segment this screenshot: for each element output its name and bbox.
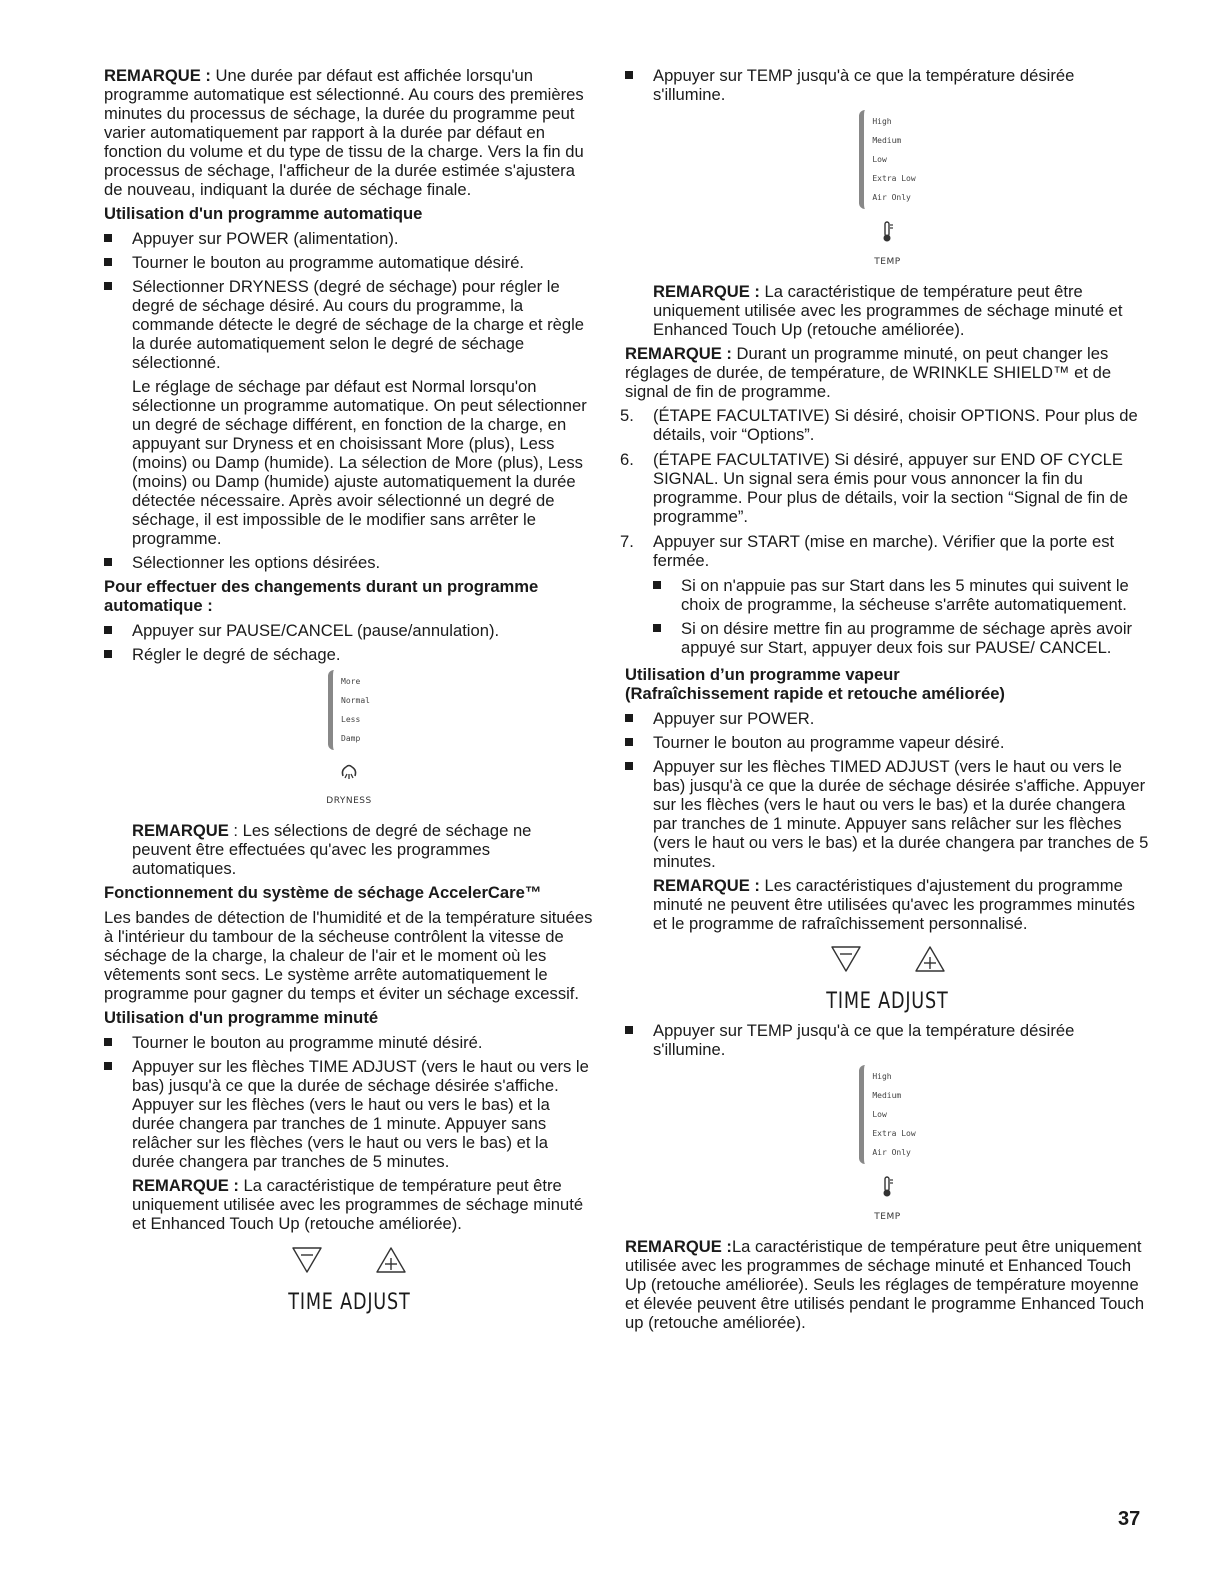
temp-option: Air Only [872,193,911,202]
temp-option: Low [872,1110,887,1119]
auto-cycle-list [104,229,594,572]
temp-options [859,110,915,209]
time-adjust-figure [104,1239,594,1315]
step-item: 7. Appuyer sur START (mise en marche). Vérifier que la porte est fermée. Si on n'appuie pas sur Start dans les 5 minutes qui suivent le choix de programme, la sécheuse s'arrête automatiquement. Si on désire mettre fin au programme de séchage après avoir appuyé sur Start, appuyer deux fois sur PAUSE/ CANCEL. [625,532,1150,657]
temp-option: Extra Low [872,1129,916,1138]
temp-options [859,1065,915,1164]
list-item: Tourner le bouton au programme vapeur désiré. [625,733,1150,752]
timed-adjust-note: REMARQUE : Les caractéristiques d'ajustement du programme minuté ne peuvent être utilisées qu'avec les programmes minutés et le programme de rafraîchissement personnalisé. [653,876,1135,933]
time-adjust-caption: TIME ADJUST [287,1290,411,1315]
step-item: 5. (ÉTAPE FACULTATIVE) Si désiré, choisir OPTIONS. Pour plus de détails, voir “Options”. [620,406,1138,444]
list-item: Sélectionner les options désirées. [104,553,594,572]
list-item: Appuyer sur POWER (alimentation). [104,229,594,248]
temp-figure-2 [625,1065,1150,1227]
page-number: 37 [1118,1508,1141,1530]
dryness-options [328,670,370,750]
dryness-caption: DRYNESS [326,796,372,806]
steam-list [625,709,1150,933]
temp-option: Medium [872,136,902,145]
list-item: Tourner le bouton au programme automatique désiré. [104,253,594,272]
dryness-note: REMARQUE : Les sélections de degré de séchage ne peuvent être effectuées qu'avec les programmes automatiques. [132,821,532,878]
left-column [104,66,594,1322]
temp-note: REMARQUE : La caractéristique de température peut être uniquement utilisée avec les programmes de séchage minuté et Enhanced Touch Up (retouche améliorée). [132,1176,584,1233]
temp-option: Low [872,155,887,164]
temp-caption: TEMP [874,1212,901,1222]
timed-cycle-list [104,1033,594,1233]
temp-list [625,66,1150,104]
dryness-icon [339,762,359,782]
temp-usage-note: REMARQUE : La caractéristique de température peut être uniquement utilisée avec les programmes de séchage minuté et Enhanced Touch Up (retouche améliorée). [653,282,1123,339]
heading-auto-cycle: Utilisation d'un programme automatique [104,204,423,223]
temp-caption: TEMP [874,257,901,267]
arrow-up-icon [374,1245,408,1275]
heading-accelercare: Fonctionnement du système de séchage AccelerCare™ [104,883,542,902]
time-adjust-caption: TIME ADJUST [826,989,949,1014]
dryness-default-note: Le réglage de séchage par défaut est Normal lorsqu'on sélectionne un programme automatique. On peut sélectionner un degré de séchage différent, en fonction de la charge, en appuyant sur Dryness et en choisissant More (plus), Less (moins) ou Damp (humide). La sélection de More (plus), Less (moins) ou Damp (humide) ajuste automatiquement la durée détectée nécessaire. Après avoir sélectionné un degré de séchage, il est impossible de le modifier sans arrêter le programme. [132,377,587,548]
temp-option: Extra Low [872,174,916,183]
list-item: Tourner le bouton au programme minuté désiré. [104,1033,594,1052]
list-item: Régler le degré de séchage. [104,645,594,664]
dryness-option: Less [341,715,361,724]
arrow-down-icon [829,944,863,974]
timed-change-note: REMARQUE : Durant un programme minuté, on peut changer les réglages de durée, de température, de WRINKLE SHIELD™ et de signal de fin de programme. [625,344,1112,401]
temp-final-note: REMARQUE :La caractéristique de température peut être uniquement utilisée avec les programmes de séchage minuté et Enhanced Touch Up (retouche améliorée). Seuls les réglages de température moyenne et élevée peuvent être utilisés pendant le programme Enhanced Touch up (retouche améliorée). [625,1237,1145,1332]
dryness-option: Normal [341,696,370,705]
intro-note: REMARQUE : Une durée par défaut est affichée lorsqu'un programme automatique est sélectionné. Au cours des premières minutes du processus de séchage, la durée du programme peut varier automatiquement par rapport à la durée par défaut en fonction du volume et du type de tissu de la charge. Vers la fin du processus de séchage, l'afficheur de la durée estimée s'ajustera de nouveau, indiquant la durée de séchage finale. [104,66,584,199]
temp-list-2 [625,1021,1150,1059]
step7-list [653,576,1150,657]
list-item: Appuyer sur POWER. [625,709,1150,728]
heading-change-auto: Pour effectuer des changements durant un programme automatique : [104,577,539,615]
list-item: Appuyer sur TEMP jusqu'à ce que la température désirée s'illumine. [625,1021,1150,1059]
heading-steam-cycle: Utilisation d’un programme vapeur (Rafraîchissement rapide et retouche améliorée) [625,665,1005,703]
change-list [104,621,594,664]
list-item: Appuyer sur TEMP jusqu'à ce que la température désirée s'illumine. [625,66,1150,104]
dryness-figure [104,670,594,811]
dryness-option: More [341,677,361,686]
heading-timed-cycle: Utilisation d'un programme minuté [104,1008,379,1027]
list-item: Appuyer sur les flèches TIME ADJUST (vers le haut ou vers le bas) jusqu'à ce que la durée de séchage désirée s'affiche. Appuyer sur les flèches (vers le haut ou vers le bas) et la durée changera par tranches de 1 minute. Appuyer sans relâcher sur les flèches (vers le haut ou vers le bas) et la durée changera par tranches de 5 minutes. REMARQUE : La caractéristique de température peut être uniquement utilisée avec les programmes de séchage minuté et Enhanced Touch Up (retouche améliorée). [104,1057,594,1233]
right-column [620,66,1150,1337]
accelercare-text: Les bandes de détection de l'humidité et de la température situées à l'intérieur du tambour de la sécheuse contrôlent la vitesse de séchage de la charge, la chaleur de l'air et le moment où les vêtements sont secs. Le système arrête automatiquement le programme pour gagner du temps et éviter un séchage excessif. [104,908,593,1003]
list-item: Appuyer sur PAUSE/CANCEL (pause/annulation). [104,621,594,640]
temp-option: Air Only [872,1148,911,1157]
time-adjust-figure-2 [625,938,1150,1014]
dryness-option: Damp [341,734,361,743]
temp-option: High [872,117,892,126]
temp-option: High [872,1072,892,1081]
list-item: Appuyer sur les flèches TIMED ADJUST (vers le haut ou vers le bas) jusqu'à ce que la durée de séchage désirée s'affiche. Appuyer sur les flèches (vers le haut ou vers le bas) et la durée changera par tranches de 1 minute. Appuyer sans relâcher sur les flèches (vers le haut ou vers le bas) et la durée changera par tranches de 5 minutes. REMARQUE : Les caractéristiques d'ajustement du programme minuté ne peuvent être utilisées qu'avec les programmes minutés et le programme de rafraîchissement personnalisé. [625,757,1150,933]
step-item: 6. (ÉTAPE FACULTATIVE) Si désiré, appuyer sur END OF CYCLE SIGNAL. Un signal sera émis pour vous annoncer la fin du programme. Pour plus de détails, voir la section “Signal de fin de programme”. [620,450,1129,526]
thermometer-icon [881,221,895,243]
thermometer-icon [881,1176,895,1198]
list-item: Si on n'appuie pas sur Start dans les 5 minutes qui suivent le choix de programme, la sécheuse s'arrête automatiquement. [653,576,1150,614]
list-item: Sélectionner DRYNESS (degré de séchage) pour régler le degré de séchage désiré. Au cours du programme, la commande détecte le degré de séchage de la charge et règle la durée automatiquement selon le degré de séchage sélectionné. Le réglage de séchage par défaut est Normal lorsqu'on sélectionne un programme automatique. On peut sélectionner un degré de séchage différent, en fonction de la charge, en appuyant sur Dryness et en choisissant More (plus), Less (moins) ou Damp (humide). La sélection de More (plus), Less (moins) ou Damp (humide) ajuste automatiquement la durée détectée nécessaire. Après avoir sélectionné un degré de séchage, il est impossible de le modifier sans arrêter le programme. [104,277,594,548]
arrow-down-icon [290,1245,324,1275]
list-item: Si on désire mettre fin au programme de séchage après avoir appuyé sur Start, appuyer deux fois sur PAUSE/ CANCEL. [653,619,1150,657]
temp-option: Medium [872,1091,902,1100]
temp-figure [625,110,1150,272]
steps-list [620,406,1150,657]
arrow-up-icon [913,944,947,974]
